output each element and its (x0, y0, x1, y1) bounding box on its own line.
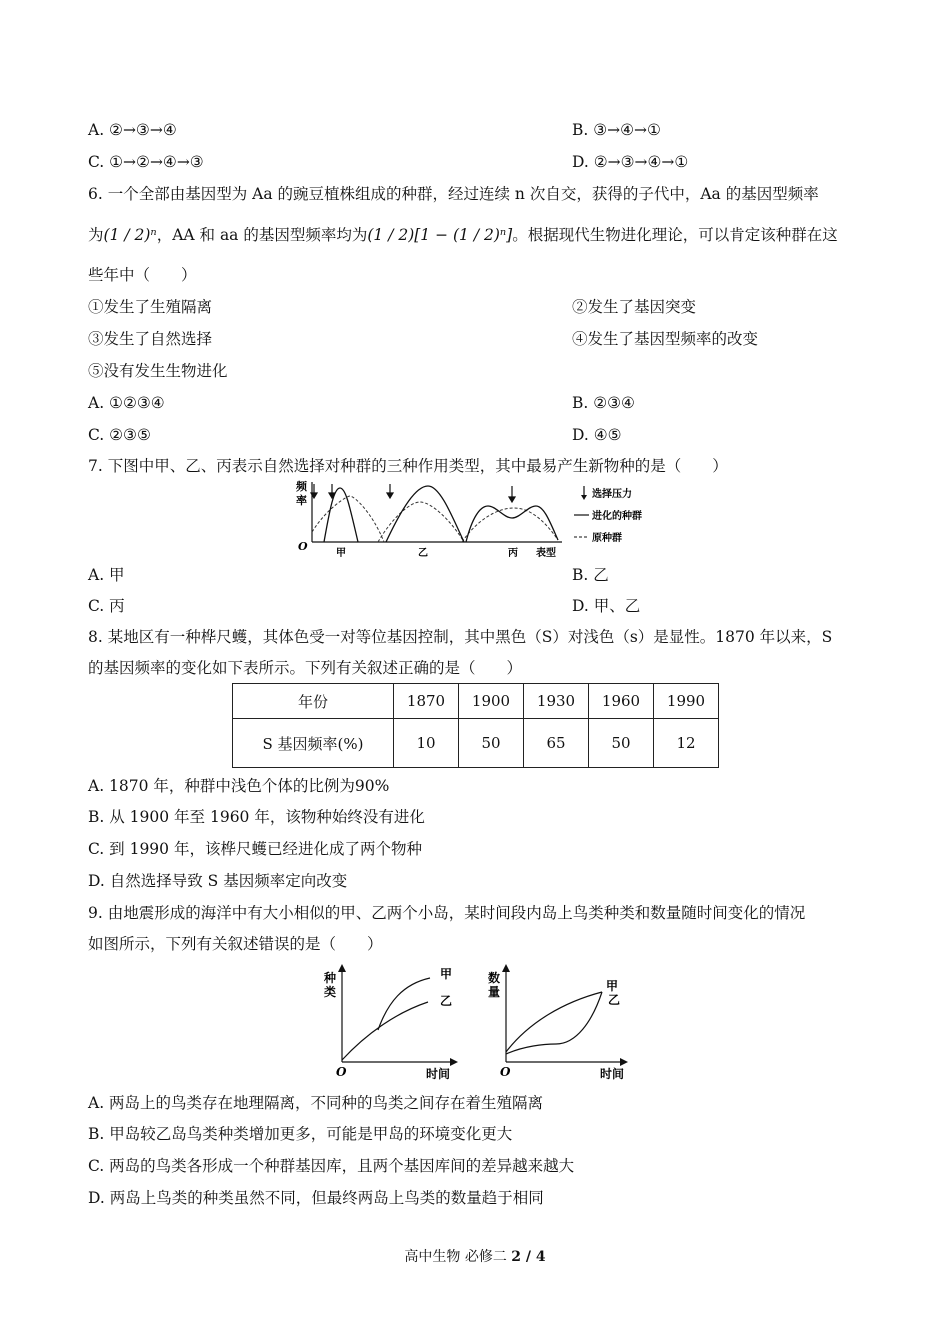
series-jia-label: 甲 (606, 979, 619, 993)
q6-stem-line2 (88, 225, 838, 245)
origin-label: O (298, 540, 308, 553)
q8-option-a: A. 1870 年，种群中浅色个体的比例为90% (88, 777, 390, 795)
q8-option-d: D. 自然选择导致 S 基因频率定向改变 (88, 872, 348, 890)
table-header-cell: 1930 (524, 684, 589, 719)
q6-stem-line1: 6. 一个全部由基因型为 Aa 的豌豆植株组成的种群，经过连续 n 次自交，获得的子代中，Aa 的基因型频率 (88, 185, 819, 203)
xlabel-phenotype: 表型 (536, 548, 556, 559)
ylabel-1: 频 (296, 480, 307, 493)
table-cell: 12 (654, 719, 719, 768)
page-footer (0, 1246, 950, 1266)
q7-option-c: C. 丙 (88, 597, 125, 615)
ylabel-1: 种 (324, 971, 337, 985)
xlabel-jia: 甲 (336, 548, 346, 559)
ylabel-1: 数 (488, 971, 501, 985)
selection-types-figure (292, 478, 672, 562)
q5-option-b: B. ③→④→① (572, 121, 661, 139)
q8-stem-line2: 的基因频率的变化如下表所示。下列有关叙述正确的是（ ） (88, 659, 523, 677)
ylabel-2: 类 (324, 985, 337, 999)
table-header-cell: 1990 (654, 684, 719, 719)
table-header-row (233, 684, 719, 719)
ylabel-2: 量 (488, 985, 501, 999)
series-yi-label: 乙 (608, 993, 621, 1007)
q7-stem: 7. 下图中甲、乙、丙表示自然选择对种群的三种作用类型，其中最易产生新物种的是（ ） (88, 457, 728, 475)
q7-option-b: B. 乙 (572, 566, 609, 584)
q8-option-c: C. 到 1990 年，该桦尺蠖已经进化成了两个物种 (88, 840, 422, 858)
q5-option-d: D. ②→③→④→① (572, 153, 689, 171)
q6-item-2: ②发生了基因突变 (572, 298, 697, 316)
q5-option-a: A. ②→③→④ (88, 121, 177, 139)
table-header-cell: 年份 (233, 684, 394, 719)
q9-stem-line1: 9. 由地震形成的海洋中有大小相似的甲、乙两个小岛，某时间段内岛上鸟类种类和数量随时间变化的情况 (88, 904, 806, 922)
q8-option-b: B. 从 1900 年至 1960 年，该物种始终没有进化 (88, 808, 425, 826)
q6-option-d: D. ④⑤ (572, 426, 622, 444)
q7-option-d: D. 甲、乙 (572, 597, 641, 615)
table-header-cell: 1870 (394, 684, 459, 719)
ylabel-2: 率 (296, 494, 307, 507)
q5-option-c: C. ①→②→④→③ (88, 153, 204, 171)
q9-option-a: A. 两岛上的鸟类存在地理隔离，不同种的鸟类之间存在着生殖隔离 (88, 1094, 544, 1112)
q6-option-b: B. ②③④ (572, 394, 635, 412)
table-cell: 10 (394, 719, 459, 768)
evolved-pop-yi (386, 486, 464, 542)
q6-item-5: ⑤没有发生生物进化 (88, 362, 228, 380)
gene-frequency-table (232, 683, 719, 768)
legend (574, 486, 642, 544)
xlabel-bing: 丙 (508, 548, 518, 559)
legend-original-population: 原种群 (592, 533, 622, 544)
xlabel-yi: 乙 (418, 548, 428, 559)
xlabel: 时间 (600, 1067, 625, 1081)
table-row (233, 719, 719, 768)
table-row-label: S 基因频率(%) (233, 719, 394, 768)
series-yi-curve (342, 1002, 428, 1060)
legend-selection-pressure: 选择压力 (592, 489, 632, 500)
legend-evolved-population: 进化的种群 (592, 511, 642, 522)
species-vs-time-figure (318, 962, 458, 1084)
xlabel: 时间 (426, 1067, 451, 1081)
orig-pop-yi (378, 502, 464, 542)
series-yi-label: 乙 (440, 994, 453, 1008)
q7-option-a: A. 甲 (88, 566, 125, 584)
q6-formula-1: (1 / 2)ⁿ (103, 226, 157, 244)
q6-text-a: 为 (88, 226, 104, 244)
table-cell: 65 (524, 719, 589, 768)
evolved-pop-bing (466, 506, 558, 542)
series-yi-curve (506, 992, 602, 1054)
q6-item-3: ③发生了自然选择 (88, 330, 213, 348)
q6-item-4: ④发生了基因型频率的改变 (572, 330, 759, 348)
table-header-cell: 1960 (589, 684, 654, 719)
page-number: 2 / 4 (511, 1249, 546, 1265)
q6-option-c: C. ②③⑤ (88, 426, 151, 444)
table-header-cell: 1900 (459, 684, 524, 719)
q6-option-a: A. ①②③④ (88, 394, 165, 412)
q6-item-1: ①发生了生殖隔离 (88, 298, 213, 316)
evolved-pop-jia (324, 488, 358, 542)
q9-stem-line2: 如图所示，下列有关叙述错误的是（ ） (88, 935, 383, 953)
orig-pop-bing (462, 508, 558, 542)
table-cell: 50 (459, 719, 524, 768)
footer-text: 高中生物 必修二 (404, 1249, 512, 1265)
origin-label: O (500, 1065, 511, 1079)
q9-option-d: D. 两岛上鸟类的种类虽然不同，但最终两岛上鸟类的数量趋于相同 (88, 1189, 544, 1207)
q6-stem-line3: 些年中（ ） (88, 266, 197, 284)
q6-text-b: ，AA 和 aa 的基因型频率均为 (156, 226, 368, 244)
origin-label: O (336, 1065, 347, 1079)
quantity-vs-time-figure (484, 962, 630, 1084)
q8-stem-line1: 8. 某地区有一种桦尺蠖，其体色受一对等位基因控制，其中黑色（S）对浅色（s）是显性。1870 年以来，S (88, 628, 833, 646)
q6-text-c: 。根据现代生物进化理论，可以肯定该种群在这 (512, 226, 838, 244)
q9-option-c: C. 两岛的鸟类各形成一个种群基因库，且两个基因库间的差异越来越大 (88, 1157, 575, 1175)
table-cell: 50 (589, 719, 654, 768)
series-jia-label: 甲 (440, 967, 453, 981)
q9-option-b: B. 甲岛较乙岛鸟类种类增加更多，可能是甲岛的环境变化更大 (88, 1125, 513, 1143)
q6-formula-2: (1 / 2)[1 − (1 / 2)ⁿ] (367, 226, 513, 244)
selection-arrows (311, 484, 515, 502)
